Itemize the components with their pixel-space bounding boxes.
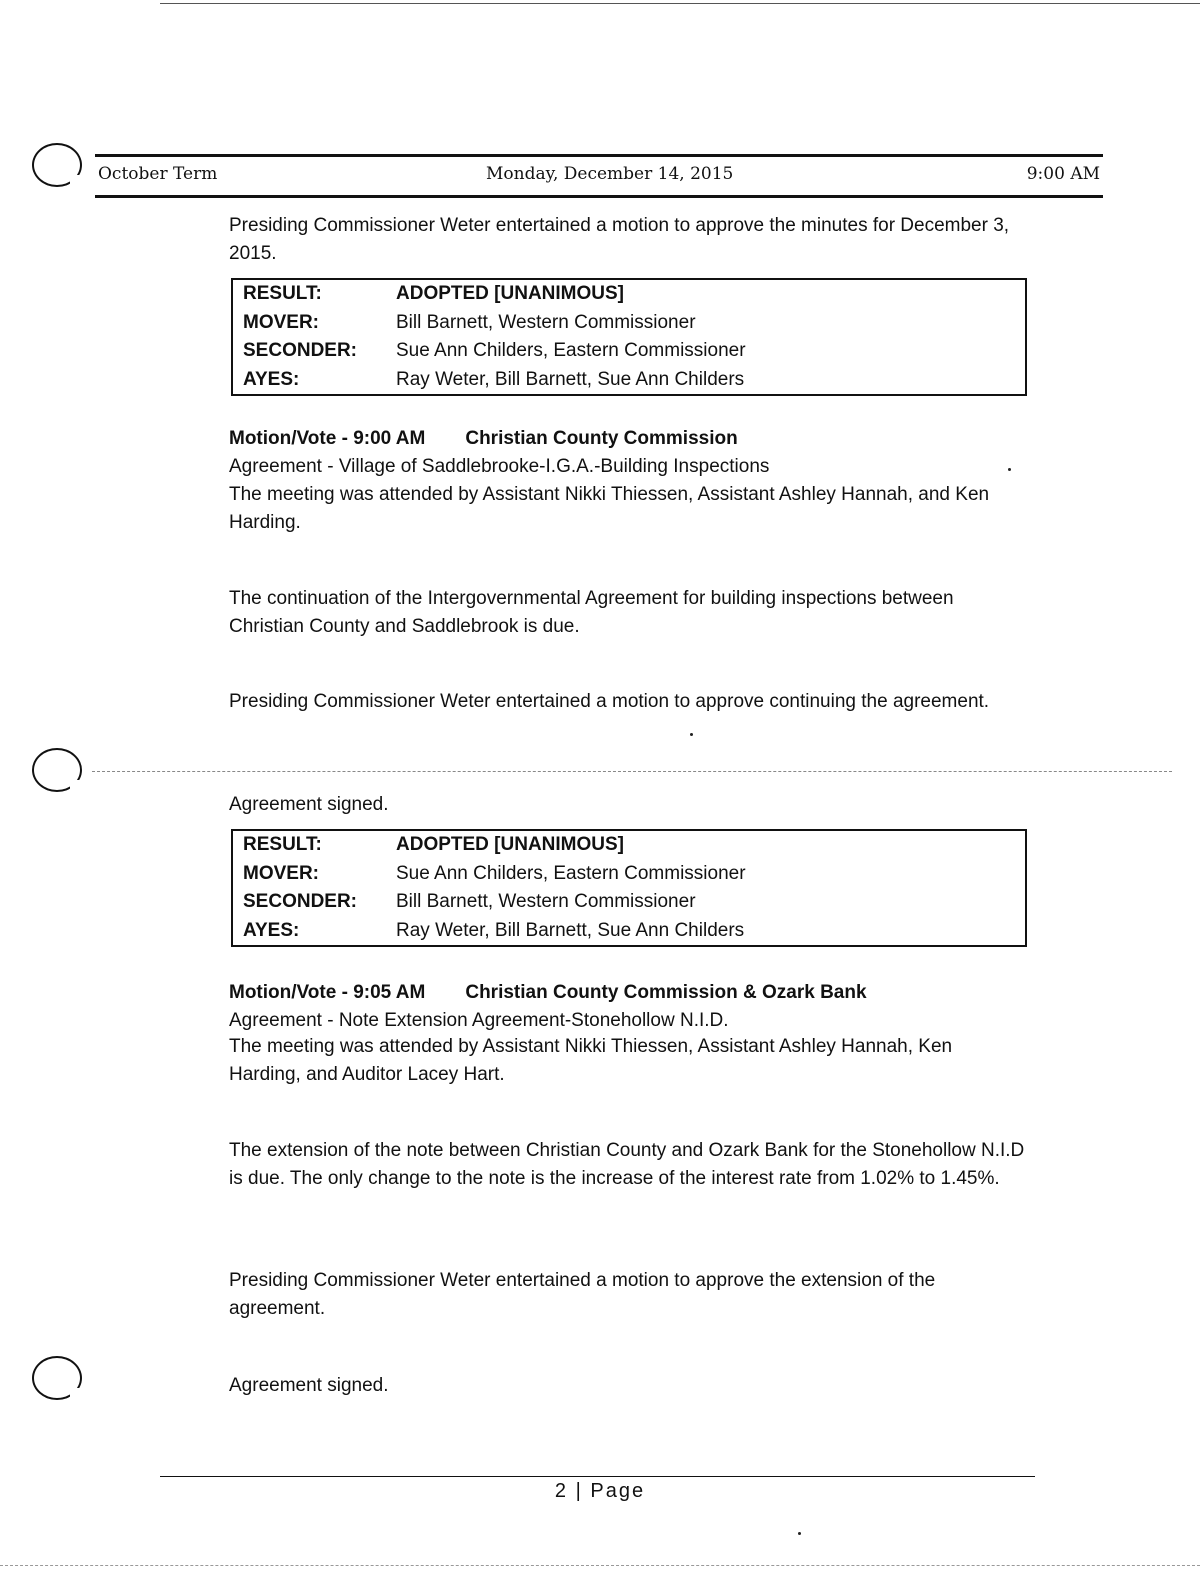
mover-value: Bill Barnett, Western Commissioner — [396, 311, 696, 333]
hole-gap — [70, 1388, 80, 1400]
scan-fold-line — [92, 771, 1172, 772]
result-label: RESULT: — [243, 283, 322, 305]
item1-signed: Agreement signed. — [229, 794, 389, 815]
vote-row-mover — [232, 309, 1026, 338]
scan-speck — [1008, 468, 1011, 471]
footer-rule — [160, 1476, 1035, 1477]
hole-gap — [70, 175, 80, 187]
header-term: October Term — [98, 164, 218, 184]
vote-row-seconder — [232, 888, 1026, 917]
vote-row-result — [232, 279, 1026, 309]
scan-top-edge — [160, 3, 1200, 4]
item1-time: 9:00 AM — [353, 428, 426, 449]
ayes-value: Ray Weter, Bill Barnett, Sue Ann Childers — [396, 919, 745, 941]
vote-row-mover — [232, 860, 1026, 889]
hole-gap — [70, 780, 80, 792]
mover-label: MOVER: — [243, 311, 319, 333]
seconder-value: Bill Barnett, Western Commissioner — [396, 891, 696, 913]
header-time: 9:00 AM — [1026, 164, 1100, 184]
header-date: Monday, December 14, 2015 — [486, 164, 734, 184]
page-number: 2 | Page — [554, 1480, 646, 1502]
item1-motion-label: Motion/Vote - — [229, 428, 348, 449]
item2-signed: Agreement signed. — [229, 1375, 389, 1396]
item2-description: The extension of the note between Christian County and Ozark Bank for the Stonehollow N.I.D is due. The only change to the note is the increase of the interest rate from 1.02% to 1.45%. — [229, 1140, 1025, 1189]
item2-agreement: Agreement - Note Extension Agreement-Stonehollow N.I.D. — [229, 1010, 729, 1031]
result-label: RESULT: — [243, 834, 322, 856]
item2-heading — [229, 979, 1029, 1007]
item2-party: Christian County Commission & Ozark Bank — [465, 982, 867, 1003]
ayes-value: Ray Weter, Bill Barnett, Sue Ann Childers — [396, 368, 745, 390]
vote-row-ayes — [232, 366, 1026, 396]
vote-row-seconder — [232, 337, 1026, 366]
seconder-label: SECONDER: — [243, 891, 358, 913]
ayes-label: AYES: — [243, 919, 300, 941]
vote-table-item1 — [231, 829, 1027, 947]
mover-label: MOVER: — [243, 862, 319, 884]
minutes-motion-text: Presiding Commissioner Weter entertained a motion to approve the minutes for December 3, 2015. — [229, 215, 1010, 264]
vote-table-minutes — [231, 278, 1027, 396]
item1-motion: Presiding Commissioner Weter entertained a motion to approve continuing the agreement. — [229, 691, 990, 712]
result-value: ADOPTED [UNANIMOUS] — [396, 834, 624, 856]
item2-motion-label: Motion/Vote - — [229, 982, 348, 1003]
result-value: ADOPTED [UNANIMOUS] — [396, 283, 624, 305]
mover-value: Sue Ann Childers, Eastern Commissioner — [396, 862, 746, 884]
item2-time: 9:05 AM — [353, 982, 426, 1003]
item2-attendance: The meeting was attended by Assistant Nikki Thiessen, Assistant Ashley Hannah, Ken Harding, and Auditor Lacey Hart. — [229, 1036, 953, 1085]
scan-bottom-edge — [0, 1565, 1200, 1566]
item1-agreement: Agreement - Village of Saddlebrooke-I.G.A.-Building Inspections — [229, 456, 770, 477]
scan-speck — [798, 1532, 801, 1535]
scan-speck — [690, 733, 693, 736]
item2-motion: Presiding Commissioner Weter entertained a motion to approve the extension of the agreement. — [229, 1270, 936, 1319]
item1-description: The continuation of the Intergovernmental Agreement for building inspections between Christian County and Saddlebrook is due. — [229, 588, 954, 637]
item1-heading — [229, 425, 1029, 453]
vote-row-result — [232, 830, 1026, 860]
seconder-label: SECONDER: — [243, 340, 358, 362]
seconder-value: Sue Ann Childers, Eastern Commissioner — [396, 340, 746, 362]
ayes-label: AYES: — [243, 368, 300, 390]
item1-party: Christian County Commission — [465, 428, 738, 449]
vote-row-ayes — [232, 917, 1026, 947]
header-rule-bottom — [95, 195, 1103, 198]
item1-attendance: The meeting was attended by Assistant Nikki Thiessen, Assistant Ashley Hannah, and Ken Harding. — [229, 484, 990, 533]
header-rule-top — [95, 154, 1103, 157]
